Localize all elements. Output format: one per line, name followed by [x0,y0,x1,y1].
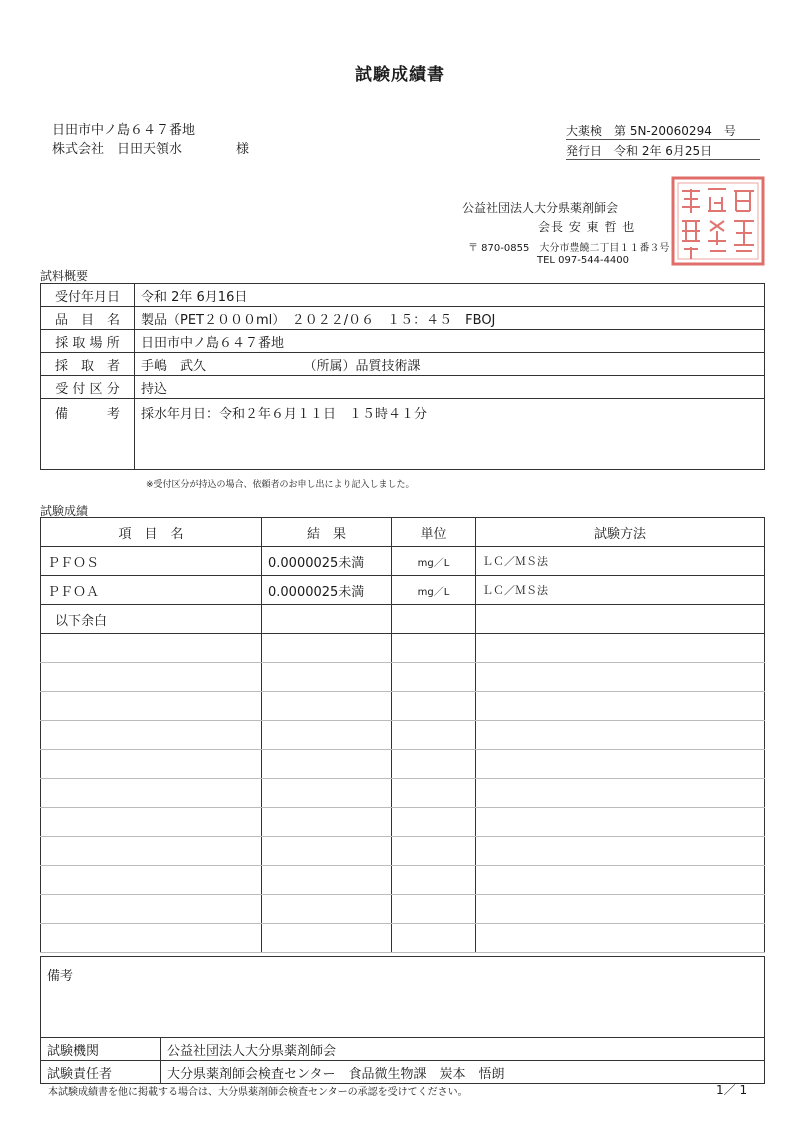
sample-value: 手嶋 武久 （所属）品質技術課 [135,353,765,376]
empty-cell [41,779,262,808]
empty-cell [262,692,392,721]
empty-cell [262,866,392,895]
empty-cell [392,779,476,808]
results-empty-row [41,721,765,750]
sample-row [41,330,765,353]
sample-label: 受付年月日 [41,284,135,307]
empty-cell [476,808,765,837]
empty-cell [262,663,392,692]
sample-section-label: 試料概要 [40,269,89,283]
issue-date: 発行日 令和 2年 6月25日 [566,142,760,160]
results-empty-row [41,924,765,953]
header-result: 結 果 [262,518,392,547]
sample-row [41,284,765,307]
empty-cell [41,721,262,750]
result-unit [392,605,476,634]
results-row [41,576,765,605]
result-method: ＬＣ／ＭＳ法 [476,576,765,605]
results-row [41,605,765,634]
manager-row [41,1061,765,1084]
empty-cell [392,924,476,953]
recipient-honorific: 様 [236,142,250,157]
empty-cell [476,750,765,779]
result-item: ＰＦＯＳ [41,547,262,576]
empty-cell [262,837,392,866]
manager-value: 大分県薬剤師会検査センター 食品微生物課 炭本 悟朗 [161,1061,765,1084]
result-unit: mg／L [392,576,476,605]
results-empty-row [41,837,765,866]
sample-value: 製品（PET２０００ml） ２０２２/０６ １５：４５ FBOJ [135,307,765,330]
results-table [40,517,765,953]
sample-label: 受 付 区 分 [41,376,135,399]
empty-cell [41,750,262,779]
recipient-company: 株式会社 日田天領水 [52,142,183,157]
sample-label: 採 取 者 [41,353,135,376]
empty-cell [476,866,765,895]
empty-cell [476,924,765,953]
issuer-tel: TEL 097-544-4400 [537,255,630,266]
official-seal-stamp [670,175,766,267]
empty-cell [41,866,262,895]
result-method [476,605,765,634]
results-empty-row [41,779,765,808]
result-value: 0.0000025未満 [262,576,392,605]
empty-cell [262,721,392,750]
empty-cell [41,663,262,692]
empty-cell [41,924,262,953]
footer-note: 本試験成績書を他に掲載する場合は、大分県薬剤師会検査センターの承認を受けてください。 [48,1087,468,1098]
lab-row [41,1038,765,1061]
issuer-president: 会長 安 東 哲 也 [538,220,636,234]
empty-cell [262,750,392,779]
lab-label: 試験機関 [41,1038,161,1061]
results-section-label: 試験成績 [40,504,89,518]
empty-cell [262,924,392,953]
sample-value: 採水年月日：令和２年６月１１日 １５時４１分 [135,399,765,470]
empty-cell [262,779,392,808]
sample-value: 令和 2年 6月16日 [135,284,765,307]
empty-cell [476,663,765,692]
empty-cell [476,721,765,750]
empty-cell [41,692,262,721]
sample-label: 備 考 [41,399,135,470]
result-value: 0.0000025未満 [262,547,392,576]
empty-cell [262,895,392,924]
sample-row [41,399,765,470]
recipient-address: 日田市中ノ島６４７番地 [52,123,196,138]
empty-cell [392,895,476,924]
empty-cell [392,663,476,692]
page-number: 1／ 1 [716,1083,748,1097]
results-empty-row [41,895,765,924]
empty-cell [41,895,262,924]
sample-value: 持込 [135,376,765,399]
empty-cell [392,808,476,837]
lab-value: 公益社団法人大分県薬剤師会 [161,1038,765,1061]
sample-row [41,376,765,399]
empty-cell [476,779,765,808]
results-header-row [41,518,765,547]
empty-cell [392,634,476,663]
header-method: 試験方法 [476,518,765,547]
empty-cell [262,808,392,837]
empty-cell [41,837,262,866]
empty-cell [392,721,476,750]
sample-note: ※受付区分が持込の場合、依頼者のお申し出により記入しました。 [146,480,415,490]
empty-cell [392,837,476,866]
document-number: 大薬検 第 5N-20060294 号 [566,122,760,140]
sample-table [40,283,765,470]
results-empty-row [41,634,765,663]
result-item: ＰＦＯＡ [41,576,262,605]
remarks-row [41,957,765,1038]
empty-cell [476,837,765,866]
empty-cell [476,692,765,721]
results-empty-row [41,750,765,779]
empty-cell [392,750,476,779]
sample-value: 日田市中ノ島６４７番地 [135,330,765,353]
results-empty-row [41,866,765,895]
issuer-org: 公益社団法人大分県薬剤師会 [462,201,619,215]
header-item: 項 目 名 [41,518,262,547]
results-row [41,547,765,576]
manager-label: 試験責任者 [41,1061,161,1084]
empty-cell [41,808,262,837]
sample-label: 採 取 場 所 [41,330,135,353]
empty-cell [41,634,262,663]
sample-row [41,307,765,330]
remarks-label: 備考 [41,957,765,1038]
empty-cell [392,866,476,895]
empty-cell [262,634,392,663]
results-empty-row [41,808,765,837]
sample-label: 品 目 名 [41,307,135,330]
result-item: 以下余白 [41,605,262,634]
empty-cell [392,692,476,721]
footer-table [40,956,765,1084]
results-empty-row [41,692,765,721]
empty-cell [476,895,765,924]
sample-row [41,353,765,376]
header-unit: 単位 [392,518,476,547]
result-unit: mg／L [392,547,476,576]
empty-cell [476,634,765,663]
document-title: 試験成績書 [355,65,445,85]
results-empty-row [41,663,765,692]
issuer-address: 〒 870-0855 大分市豊饒二丁目１１番３号 [468,243,670,254]
result-method: ＬＣ／ＭＳ法 [476,547,765,576]
result-value [262,605,392,634]
